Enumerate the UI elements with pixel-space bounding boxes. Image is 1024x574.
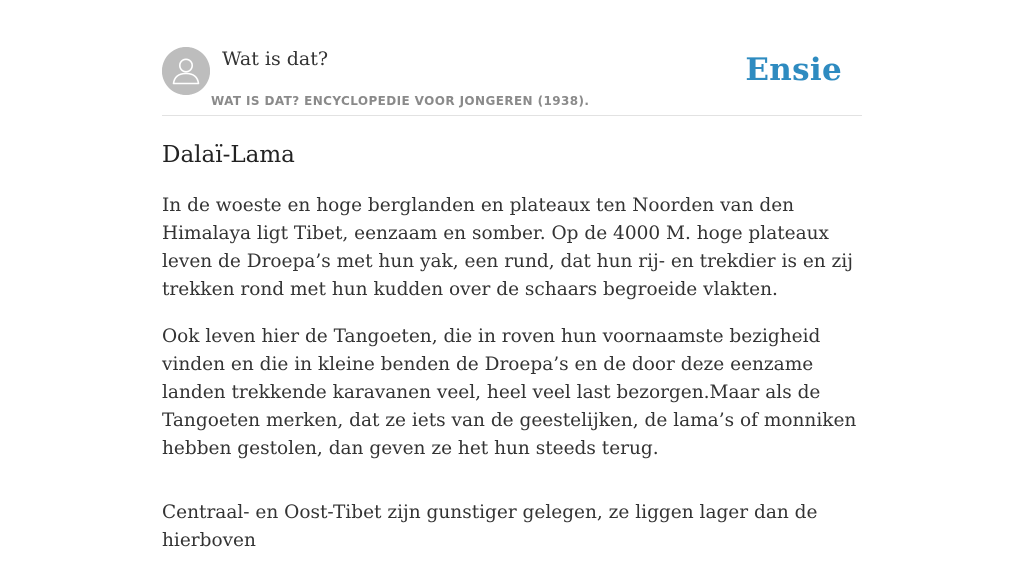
article-paragraph: Ook leven hier de Tangoeten, die in roven hun voornaamste bezigheid vinden en die in kleine benden de Droepa’s en de door deze eenzame landen trekkende karavanen veel, heel veel last bezorgen.Maar als de Tangoeten merken, dat ze iets van de geestelijken, de lama’s of monniken hebben gestolen, dan geven ze het hun steeds terug.: [162, 326, 857, 459]
source-reference: WAT IS DAT? ENCYCLOPEDIE VOOR JONGEREN (1938).: [211, 94, 590, 108]
person-outline-icon: [162, 47, 210, 95]
ensie-logo[interactable]: Ensie: [745, 52, 842, 88]
article-body: [162, 192, 862, 574]
article-paragraph: In de woeste en hoge berglanden en plateaux ten Noorden van den Himalaya ligt Tibet, eenzaam en somber. Op de 4000 M. hoge plateaux leven de Droepa’s met hun yak, een rund, dat hun rij- en trekdier is en zij trekken rond met hun kudden over de schaars begroeide vlakten.: [162, 195, 853, 300]
article-paragraph: Centraal- en Oost-Tibet zijn gunstiger gelegen, ze liggen lager dan de hierboven: [162, 502, 818, 551]
user-avatar-icon[interactable]: [162, 47, 210, 95]
article-container: [162, 0, 862, 551]
author-name-link[interactable]: Wat is dat?: [222, 48, 329, 70]
article-header: [162, 0, 862, 116]
article-title: Dalaï-Lama: [162, 142, 295, 168]
